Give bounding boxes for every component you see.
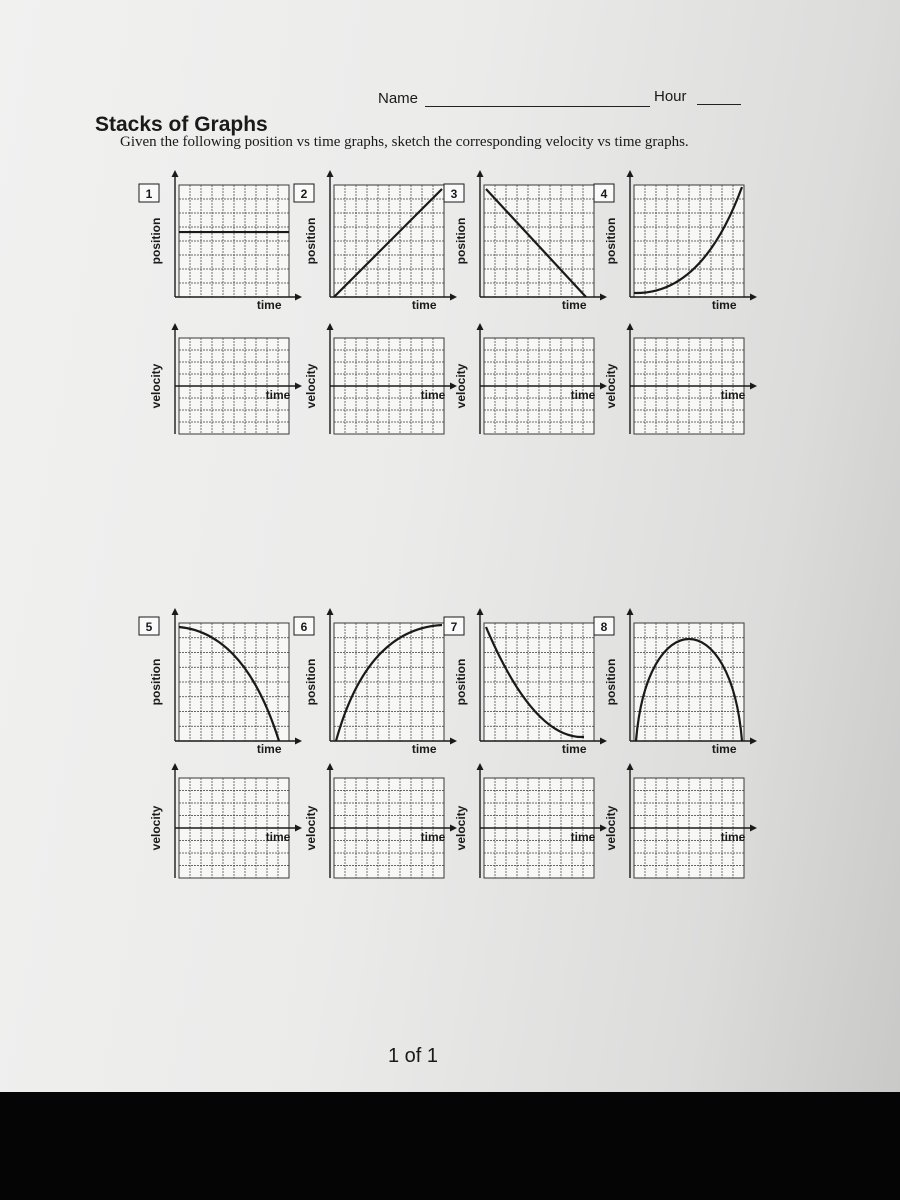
velocity-axis-label: velocity — [149, 363, 163, 409]
problem-number-label: 3 — [450, 187, 458, 201]
time-axis-label: time — [411, 742, 437, 756]
velocity-y-axis-arrow — [627, 763, 634, 770]
problem-number — [294, 184, 314, 202]
velocity-axis-label: velocity — [454, 363, 468, 409]
velocity-graph — [149, 763, 302, 878]
problem-number-label: 5 — [145, 620, 153, 634]
velocity-graph — [304, 763, 457, 878]
hour-label: Hour — [654, 88, 687, 105]
velocity-x-axis-arrow — [750, 383, 757, 390]
problem-number — [294, 617, 314, 635]
time-axis-label: time — [561, 742, 587, 756]
position-y-axis-arrow — [627, 608, 634, 615]
position-x-axis-arrow — [450, 294, 457, 301]
worksheet-instructions: Given the following position vs time graphs, sketch the corresponding velocity vs time graphs. — [120, 134, 689, 150]
graph-stack-3 — [444, 170, 607, 434]
time-axis-label: time — [265, 830, 291, 844]
graph-stack-7 — [444, 608, 607, 878]
problem-number-label: 4 — [600, 187, 608, 201]
position-axis-label: position — [454, 658, 468, 706]
velocity-graph — [454, 763, 607, 878]
position-axis-label: position — [454, 217, 468, 265]
problem-number-label: 8 — [600, 620, 608, 634]
position-x-axis-arrow — [295, 294, 302, 301]
time-axis-label: time — [561, 298, 587, 312]
position-y-axis-arrow — [172, 608, 179, 615]
position-x-axis-arrow — [600, 738, 607, 745]
time-axis-label: time — [420, 830, 446, 844]
velocity-graph — [149, 323, 302, 434]
velocity-y-axis-arrow — [172, 323, 179, 330]
velocity-y-axis-arrow — [477, 323, 484, 330]
velocity-graph — [304, 323, 457, 434]
position-axis-label: position — [604, 217, 618, 265]
time-axis-label: time — [265, 388, 291, 402]
position-y-axis-arrow — [627, 170, 634, 177]
time-axis-label: time — [711, 298, 737, 312]
position-axis-label: position — [149, 658, 163, 706]
velocity-y-axis-arrow — [172, 763, 179, 770]
position-x-axis-arrow — [750, 294, 757, 301]
position-x-axis-arrow — [450, 738, 457, 745]
problem-number-label: 2 — [300, 187, 308, 201]
position-y-axis-arrow — [327, 170, 334, 177]
time-axis-label: time — [570, 830, 596, 844]
graph-stack-8 — [594, 608, 757, 878]
velocity-x-axis-arrow — [295, 383, 302, 390]
position-graph — [454, 608, 607, 756]
position-graph — [149, 170, 302, 312]
problem-number — [594, 617, 614, 635]
time-axis-label: time — [256, 742, 282, 756]
velocity-axis-label: velocity — [149, 805, 163, 851]
velocity-axis-label: velocity — [604, 363, 618, 409]
time-axis-label: time — [711, 742, 737, 756]
position-y-axis-arrow — [327, 608, 334, 615]
velocity-x-axis-arrow — [750, 825, 757, 832]
time-axis-label: time — [420, 388, 446, 402]
position-graph — [149, 608, 302, 756]
problem-number — [594, 184, 614, 202]
graph-stack-4 — [594, 170, 757, 434]
position-graph — [454, 170, 607, 312]
problem-number — [444, 617, 464, 635]
problem-number-label: 6 — [300, 620, 308, 634]
position-axis-label: position — [604, 658, 618, 706]
position-x-axis-arrow — [600, 294, 607, 301]
problem-number-label: 1 — [145, 187, 153, 201]
problem-number — [444, 184, 464, 202]
position-x-axis-arrow — [750, 738, 757, 745]
position-x-axis-arrow — [295, 738, 302, 745]
time-axis-label: time — [720, 830, 746, 844]
velocity-y-axis-arrow — [327, 763, 334, 770]
position-graph — [304, 170, 457, 312]
velocity-axis-label: velocity — [304, 805, 318, 851]
graph-stack-2 — [294, 170, 457, 434]
position-graph — [604, 170, 757, 312]
position-axis-label: position — [304, 217, 318, 265]
position-axis-label: position — [149, 217, 163, 265]
velocity-graph — [604, 763, 757, 878]
problem-number-label: 7 — [450, 620, 458, 634]
time-axis-label: time — [570, 388, 596, 402]
name-label: Name — [378, 90, 419, 107]
graph-stack-6 — [294, 608, 457, 878]
worksheet-title: Stacks of Graphs — [95, 113, 268, 136]
position-y-axis-arrow — [477, 170, 484, 177]
velocity-y-axis-arrow — [327, 323, 334, 330]
page-indicator: 1 of 1 — [388, 1045, 439, 1067]
position-axis-label: position — [304, 658, 318, 706]
position-y-axis-arrow — [172, 170, 179, 177]
graph-stack-1 — [139, 170, 302, 434]
time-axis-label: time — [256, 298, 282, 312]
velocity-axis-label: velocity — [454, 805, 468, 851]
velocity-graph — [454, 323, 607, 434]
time-axis-label: time — [720, 388, 746, 402]
position-graph — [304, 608, 457, 756]
velocity-graph — [604, 323, 757, 434]
graph-stack-5 — [139, 608, 302, 878]
time-axis-label: time — [411, 298, 437, 312]
position-graph — [604, 608, 757, 756]
velocity-y-axis-arrow — [627, 323, 634, 330]
velocity-x-axis-arrow — [295, 825, 302, 832]
velocity-axis-label: velocity — [604, 805, 618, 851]
problem-number — [139, 184, 159, 202]
velocity-axis-label: velocity — [304, 363, 318, 409]
position-y-axis-arrow — [477, 608, 484, 615]
device-bezel — [0, 1092, 900, 1200]
velocity-y-axis-arrow — [477, 763, 484, 770]
problem-number — [139, 617, 159, 635]
